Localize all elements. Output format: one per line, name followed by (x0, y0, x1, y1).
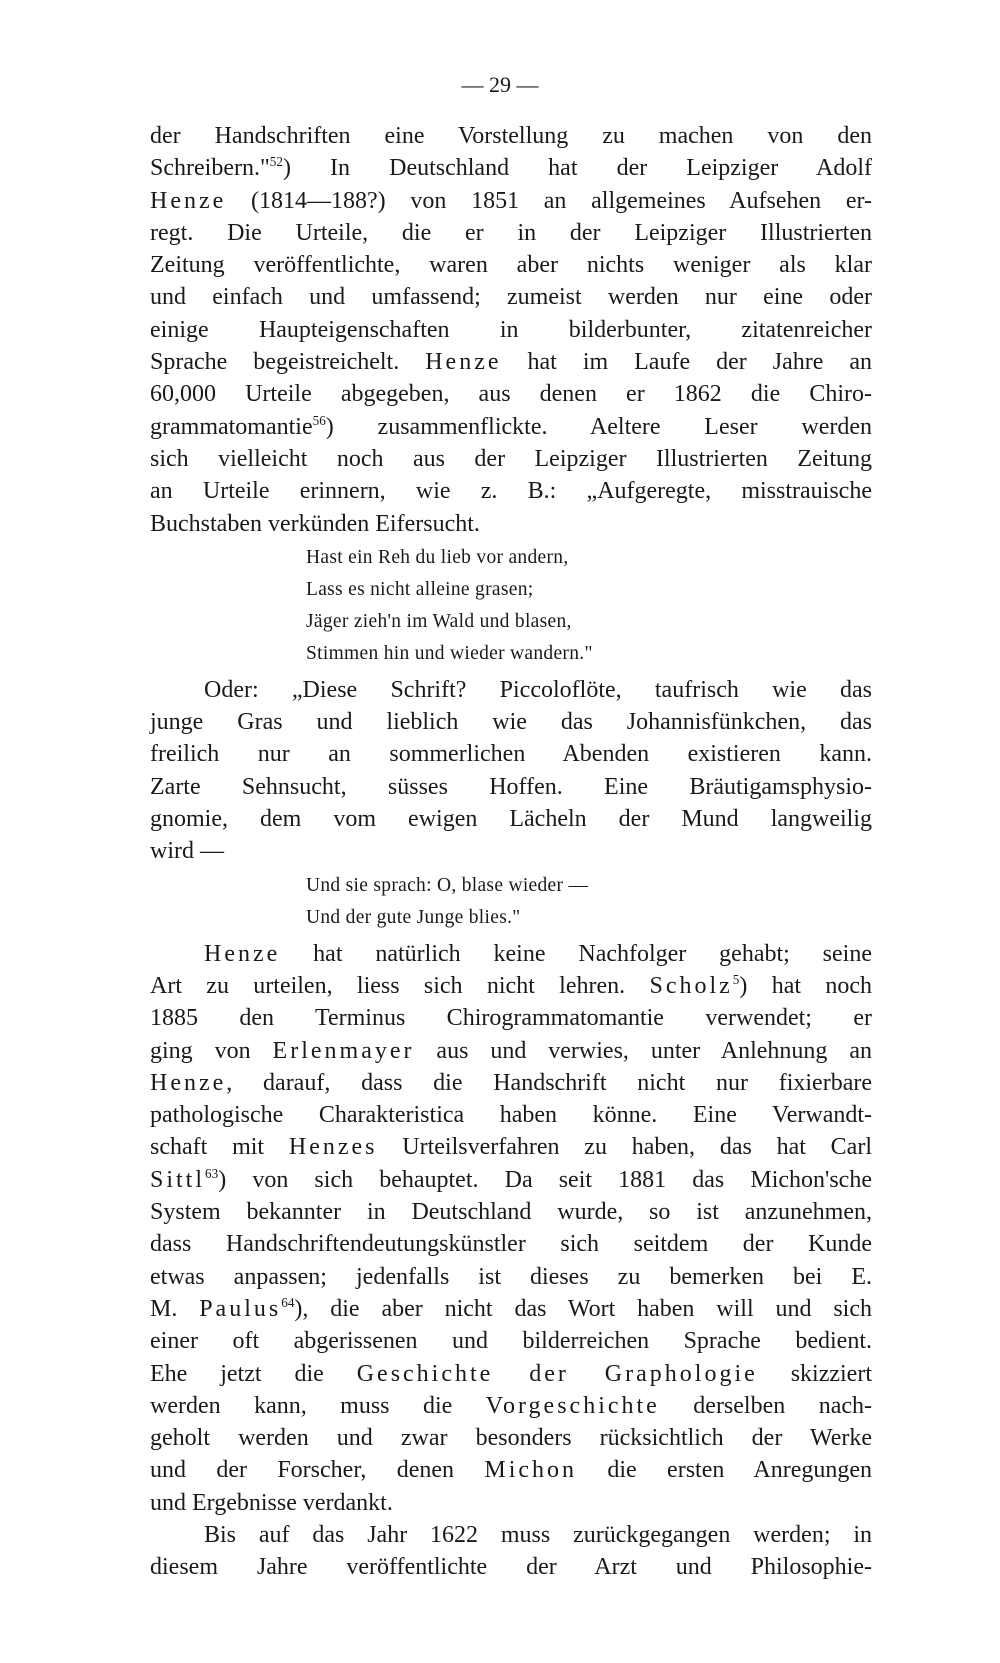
text-line (150, 1131, 872, 1163)
text-line (150, 411, 872, 443)
text-line (150, 346, 872, 378)
text-segment: Art zu urteilen, liess sich nicht lehren. (150, 972, 650, 999)
text-segment: Michon (484, 1457, 578, 1484)
verse-line: Jäger zieh'n im Wald und blasen, (306, 610, 572, 632)
verse-1 (150, 542, 872, 670)
text-segment: einige Haupteigenschaften in bilderbunter, zitatenreicher (150, 316, 872, 343)
footnote-marker: 5 (732, 971, 740, 987)
text-segment: 60,000 Urteile abgegeben, aus denen er 1862 die Chiro- (150, 381, 872, 408)
text-segment: Erlenmayer (272, 1037, 415, 1064)
text-segment: pathologische Charakteristica haben könne. Eine Verwandt- (150, 1102, 872, 1129)
text-line (150, 1196, 872, 1228)
verse-line: Und der gute Junge blies." (306, 906, 521, 928)
text-line (150, 281, 872, 313)
text-line (150, 1422, 872, 1454)
text-segment: Ehe jetzt die (150, 1360, 357, 1387)
text-line (150, 1002, 872, 1034)
text-line (150, 1293, 872, 1325)
paragraph-1 (150, 120, 872, 540)
verse-line: Lass es nicht alleine grasen; (306, 578, 534, 600)
text-line (150, 378, 872, 410)
text-segment: einer oft abgerissenen und bilderreichen Sprache bedient. (150, 1328, 872, 1355)
text-segment: skizziert (757, 1360, 872, 1387)
text-line (150, 1454, 872, 1486)
text-segment: und Ergebnisse verdankt. (150, 1489, 393, 1516)
text-segment: Sittl (150, 1166, 206, 1193)
text-line (150, 835, 872, 867)
text-segment: ) von sich behauptet. Da seit 1881 das Michon'sche (218, 1166, 872, 1193)
text-line (150, 1035, 872, 1067)
text-segment: Henze (150, 1069, 227, 1096)
text-segment: ) zusammenflickte. Aeltere Leser werden (325, 413, 872, 440)
text-segment: Henzes (288, 1134, 378, 1161)
text-segment: (1814—188?) von 1851 an allgemeines Aufsehen er- (226, 187, 872, 214)
text-segment: ) In Deutschland hat der Leipziger Adolf (282, 155, 872, 182)
text-segment: System bekannter in Deutschland wurde, so ist anzunehmen, (150, 1199, 872, 1226)
text-line (150, 771, 872, 803)
text-segment: etwas anpassen; jedenfalls ist dieses zu bemerken bei E. (150, 1263, 872, 1290)
footnote-marker: 64 (281, 1294, 295, 1310)
text-segment: werden kann, muss die (150, 1392, 486, 1419)
text-line (150, 738, 872, 770)
text-segment: Henze (204, 940, 281, 967)
text-segment: der Handschriften eine Vorstellung zu machen von den (150, 123, 872, 149)
text-segment: Urteilsverfahren zu haben, das hat Carl (377, 1134, 872, 1161)
text-line (150, 508, 872, 540)
text-line (150, 1358, 872, 1390)
paragraph-2 (150, 674, 872, 868)
text-segment: Paulus (199, 1295, 282, 1322)
text-segment: hat im Laufe der Jahre an (501, 349, 873, 376)
verse-line: Und sie sprach: O, blase wieder — (306, 874, 589, 896)
text-segment: derselben nach- (659, 1392, 872, 1419)
text-segment: Vorgeschichte (485, 1392, 660, 1419)
text-segment: ging von (150, 1037, 273, 1064)
text-line (150, 1325, 872, 1357)
footnote-marker: 56 (312, 412, 326, 428)
text-line (150, 1164, 872, 1196)
text-segment: die ersten Anregungen (577, 1457, 872, 1484)
text-line (150, 803, 872, 835)
text-segment: 1885 den Terminus Chirogrammatomantie verwendet; er (150, 1005, 872, 1032)
text-line (150, 1487, 872, 1519)
text-segment: gnomie, dem vom ewigen Lächeln der Mund langweilig (150, 806, 872, 833)
paragraph-4 (150, 1519, 872, 1584)
text-segment: , darauf, dass die Handschrift nicht nur fixierbare (226, 1069, 872, 1096)
text-segment: Sprache begeistreichelt. (150, 349, 426, 376)
text-line (150, 217, 872, 249)
text-segment: Scholz (649, 972, 733, 999)
text-segment: grammatomantie (150, 413, 313, 440)
text-segment: regt. Die Urteile, die er in der Leipziger Illustrierten (150, 219, 872, 246)
text-line (150, 706, 872, 738)
text-segment: Schreibern." (150, 155, 270, 182)
text-segment: Bis auf das Jahr 1622 muss zurückgegangen werden; in (204, 1521, 872, 1548)
text-line (150, 1551, 872, 1583)
text-line (150, 1390, 872, 1422)
footnote-marker: 63 (205, 1165, 219, 1181)
text-segment: Zarte Sehnsucht, süsses Hoffen. Eine Bräutigamsphysio- (150, 773, 872, 800)
text-segment: Oder: „Diese Schrift? Piccoloflöte, taufrisch wie das (204, 676, 872, 703)
text-line (150, 938, 872, 970)
text-segment: aus und verwies, unter Anlehnung an (414, 1037, 873, 1064)
text-line (150, 674, 872, 706)
text-line (150, 1099, 872, 1131)
text-segment: und einfach und umfassend; zumeist werden nur eine oder (150, 284, 872, 311)
text-segment: schaft mit (150, 1134, 289, 1161)
text-segment: Geschichte der Graphologie (356, 1360, 758, 1387)
text-segment: hat natürlich keine Nachfolger gehabt; seine (280, 940, 872, 967)
body-text (150, 120, 872, 1584)
text-line (150, 475, 872, 507)
text-segment: wird — (150, 838, 224, 865)
text-line (150, 249, 872, 281)
text-line (150, 1067, 872, 1099)
text-segment: dass Handschriftendeutungskünstler sich seitdem der Kunde (150, 1231, 872, 1258)
text-line (150, 120, 872, 152)
text-segment: Henze (150, 187, 227, 214)
text-segment: junge Gras und lieblich wie das Johannisfünkchen, das (150, 709, 872, 736)
verse-line: Hast ein Reh du lieb vor andern, (306, 546, 569, 568)
text-segment: ) hat noch (739, 972, 872, 999)
text-line (150, 152, 872, 184)
text-line (150, 185, 872, 217)
text-segment: und der Forscher, denen (150, 1457, 485, 1484)
paragraph-3 (150, 938, 872, 1519)
text-segment: diesem Jahre veröffentlichte der Arzt und Philosophie- (150, 1554, 872, 1581)
text-segment: an Urteile erinnern, wie z. B.: „Aufgeregte, misstrauische (150, 478, 872, 505)
text-line (150, 970, 872, 1002)
verse-2 (150, 870, 872, 934)
text-segment: Buchstaben verkünden Eifersucht. (150, 510, 480, 537)
text-segment: freilich nur an sommerlichen Abenden existieren kann. (150, 741, 872, 768)
text-line (150, 1228, 872, 1260)
page-number: — 29 — (461, 72, 539, 97)
text-line (150, 1519, 872, 1551)
text-line (150, 1261, 872, 1293)
text-segment: sich vielleicht noch aus der Leipziger Illustrierten Zeitung (150, 445, 872, 472)
text-segment: M. (150, 1295, 200, 1322)
verse-line: Stimmen hin und wieder wandern." (306, 642, 593, 664)
text-segment: Henze (425, 349, 502, 376)
text-line (150, 314, 872, 346)
text-segment: Zeitung veröffentlichte, waren aber nichts weniger als klar (150, 252, 872, 279)
text-segment: geholt werden und zwar besonders rücksichtlich der Werke (150, 1425, 872, 1452)
text-line (150, 443, 872, 475)
text-segment: ), die aber nicht das Wort haben will und sich (294, 1295, 872, 1322)
footnote-marker: 52 (269, 154, 283, 170)
